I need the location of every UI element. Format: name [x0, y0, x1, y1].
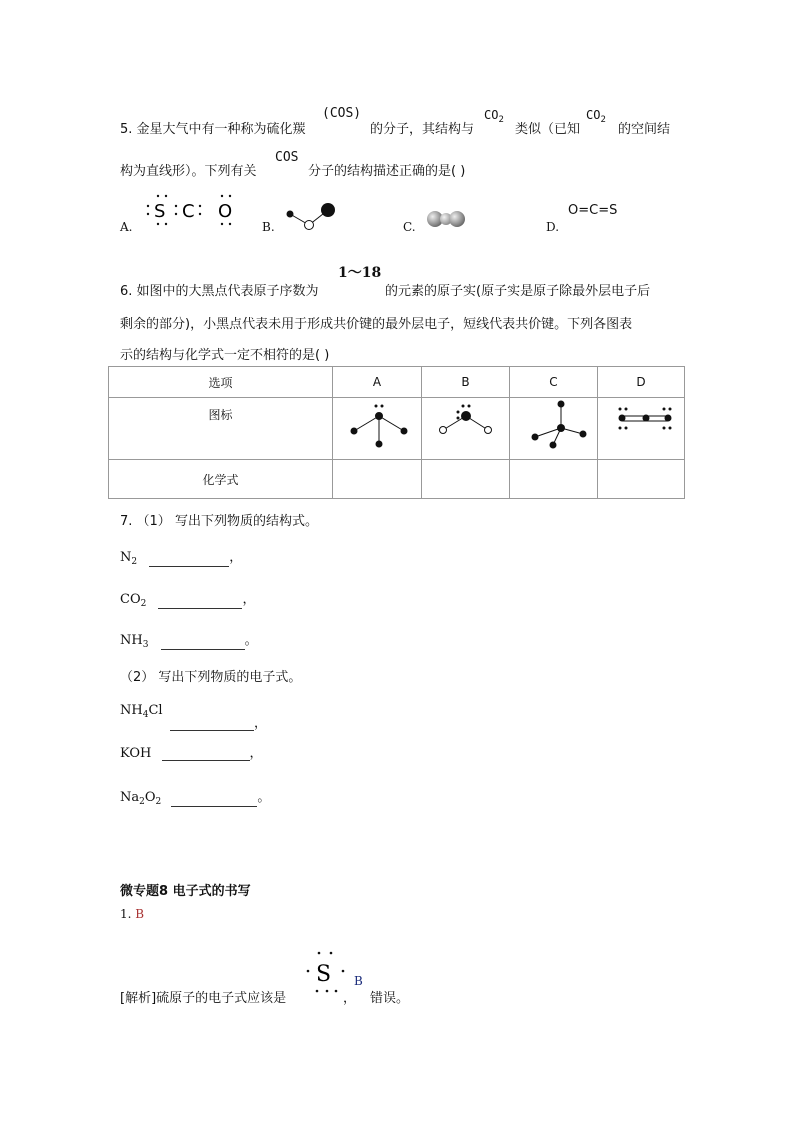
electron-dot-structure-icon: [142, 190, 242, 230]
analysis-comma: ，: [343, 991, 357, 1006]
analysis-part-a: [解析]硫原子的电子式应该是: [120, 991, 287, 1006]
q6-header-b: B: [422, 367, 510, 398]
q6-line1-part-b: 的元素的原子实(原子实是原子除最外层电子后: [385, 284, 651, 299]
q5-line2-part-a: 构为直线形）。下列有关: [120, 164, 257, 179]
q6-icon-d: [598, 398, 685, 460]
q6-line2: 剩余的部分)，小黑点代表未用于形成共价键的最外层电子，短线代表共价键。下列各图表: [120, 317, 633, 332]
q6-header-d: D: [598, 367, 685, 398]
answer-1: 1. B: [120, 907, 145, 921]
tetrahedral-structure-icon: [519, 398, 589, 456]
q6-formula-d: [598, 460, 685, 499]
q5-line1-part-c: 类似（已知: [515, 122, 581, 137]
q5-option-c-space-filling-model: [424, 206, 474, 232]
q5-line1-part-b: 的分子，其结构与: [370, 122, 475, 137]
q6-header-row: [109, 367, 685, 398]
atom-c: C: [182, 201, 195, 222]
q5-co2-formula-2: $CO_2$: [586, 108, 606, 125]
q7-part2-title: （2） 写出下列物质的电子式。: [120, 670, 302, 685]
space-filling-molecule-icon: [424, 206, 474, 232]
analysis-part-b: 错误。: [370, 991, 410, 1006]
answer-blank[interactable]: [170, 717, 254, 731]
bent-structure-icon: [431, 398, 501, 456]
q6-icon-b: [422, 398, 510, 460]
atom-s: S: [154, 201, 166, 222]
q7-koh-line: KOH ，: [120, 746, 263, 761]
answer-blank[interactable]: [171, 793, 257, 807]
sulfur-electron-dot: [303, 947, 348, 999]
q6-line3: 示的结构与化学式一定不相符的是( ): [120, 348, 330, 363]
q7-n2-line: $N_2$ ，: [120, 550, 243, 567]
analysis-option-b: B: [354, 974, 363, 988]
q7-co2-line: $CO_2$ ，: [120, 592, 256, 609]
answer-blank[interactable]: [162, 747, 250, 761]
answer-blank[interactable]: [161, 636, 245, 650]
q5-option-b-ball-stick-model: [282, 198, 342, 232]
atom-s: S: [316, 962, 332, 987]
q6-header-option: 选项: [109, 367, 333, 398]
q5-option-b-label: B.: [262, 220, 275, 234]
answer-blank[interactable]: [149, 553, 229, 567]
double-bond-structure-icon: [606, 398, 676, 456]
q5-option-a-label: A.: [120, 220, 133, 234]
q7-nh3-line: $NH_3$ 。: [120, 633, 258, 650]
q6-formula-a: [333, 460, 422, 499]
answers-section-title: 微专题8 电子式的书写: [120, 884, 251, 899]
q5-line1-part-d: 的空间结: [618, 122, 671, 137]
q6-formula-b: [422, 460, 510, 499]
q5-line1-part-a: 5. 金星大气中有一种称为硫化羰: [120, 122, 306, 137]
q6-icon-c: [510, 398, 598, 460]
q6-row-icon-label: 图标: [109, 398, 333, 460]
bent-molecule-icon: [282, 198, 342, 232]
q6-row-formula-label: 化学式: [109, 460, 333, 499]
q6-line1-part-a: 6. 如图中的大黑点代表原子序数为: [120, 284, 319, 299]
answer-blank[interactable]: [158, 595, 242, 609]
q6-table: [108, 366, 685, 499]
q5-cos-formula: (COS): [322, 106, 362, 121]
q5-cos-formula-2: COS: [275, 150, 299, 165]
q6-formula-row: [109, 460, 685, 499]
q7-title: 7. （1） 写出下列物质的结构式。: [120, 514, 318, 529]
q6-icon-row: [109, 398, 685, 460]
pyramidal-structure-icon: [342, 398, 412, 456]
q6-range: 1～18: [338, 265, 382, 281]
q5-option-d-label: D.: [546, 220, 560, 234]
q6-formula-c: [510, 460, 598, 499]
q5-option-c-label: C.: [403, 220, 416, 234]
atom-o: O: [218, 201, 233, 222]
electron-dot-sulfur-icon: [303, 947, 348, 999]
q6-header-c: C: [510, 367, 598, 398]
q5-option-a-electron-dot-diagram: [142, 190, 242, 230]
q6-header-a: A: [333, 367, 422, 398]
q5-line2-part-b: 分子的结构描述正确的是( ): [308, 164, 466, 179]
q7-na2o2-line: $Na_2O_2$ 。: [120, 790, 271, 807]
q7-nh4cl-answer: ，: [170, 712, 267, 731]
q7-nh4cl-line: $NH_4Cl$: [120, 703, 163, 720]
q6-icon-a: [333, 398, 422, 460]
q5-co2-formula-1: $CO_2$: [484, 108, 504, 125]
q5-option-d-structural-formula: O=C=S: [568, 203, 618, 218]
